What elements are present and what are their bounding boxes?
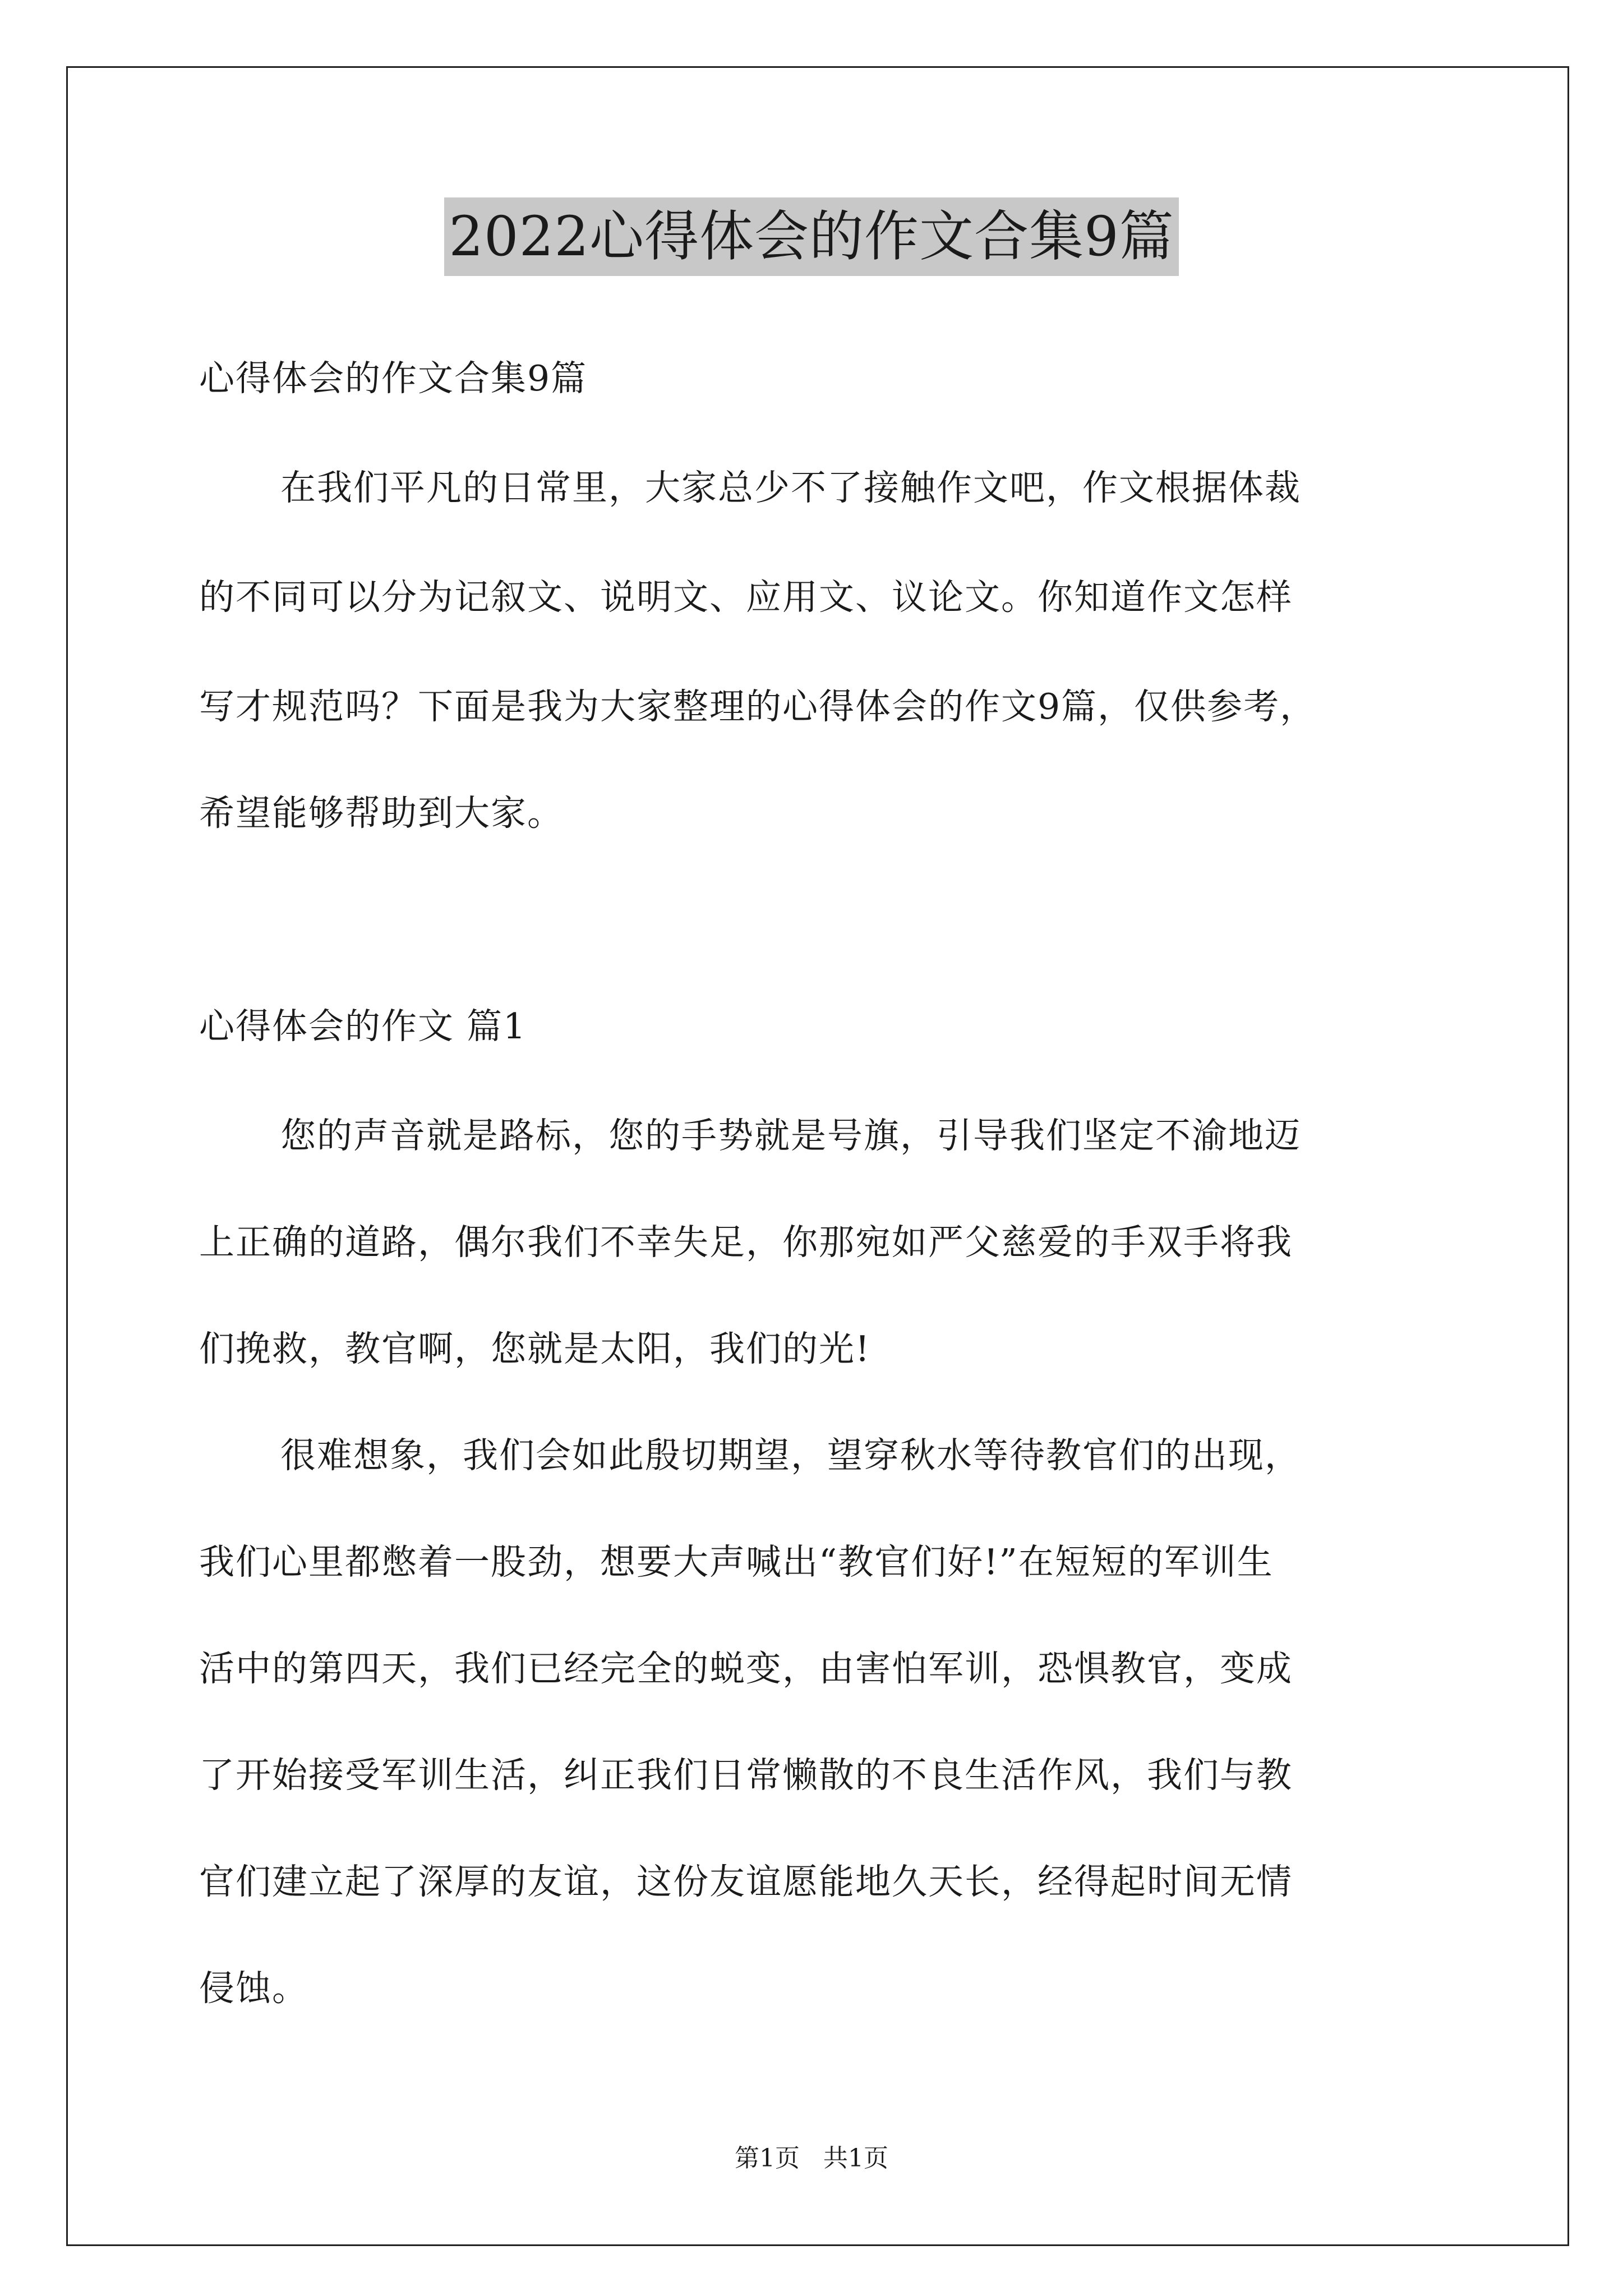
paragraph-line: 活中的第四天，我们已经完全的蜕变，由害怕军训，恐惧教官，变成: [199, 1648, 1293, 1689]
intro-line: 的不同可以分为记叙文、说明文、应用文、议论文。你知道作文怎样: [199, 577, 1293, 618]
title-container: [0, 197, 1623, 276]
intro-line: 写才规范吗？下面是我为大家整理的心得体会的作文9篇，仅供参考，: [199, 686, 1317, 727]
paragraph-line: 们挽救，教官啊，您就是太阳，我们的光!: [199, 1328, 871, 1369]
paragraph-line: 官们建立起了深厚的友谊，这份友谊愿能地久天长，经得起时间无情: [199, 1861, 1293, 1902]
page-footer: 第1页 共1页: [735, 2144, 888, 2173]
paragraph-line: 侵蚀。: [199, 1968, 308, 2009]
document-title: 2022心得体会的作文合集9篇: [444, 197, 1179, 276]
paragraph-line: 上正确的道路，偶尔我们不幸失足，你那宛如严父慈爱的手双手将我: [199, 1222, 1293, 1263]
paragraph-line: 您的声音就是路标，您的手势就是号旗，引导我们坚定不渝地迈: [280, 1115, 1301, 1156]
paragraph-line: 了开始接受军训生活，纠正我们日常懒散的不良生活作风，我们与教: [199, 1755, 1293, 1796]
intro-line: 希望能够帮助到大家。: [199, 793, 564, 834]
intro-line: 在我们平凡的日常里，大家总少不了接触作文吧，作文根据体裁: [280, 467, 1301, 508]
paragraph-line: 很难想象，我们会如此殷切期望，望穿秋水等待教官们的出现，: [280, 1435, 1301, 1476]
paragraph-line: 我们心里都憋着一股劲，想要大声喊出“教官们好!”在短短的军训生: [199, 1542, 1274, 1582]
subtitle: 心得体会的作文合集9篇: [199, 358, 588, 399]
section-heading: 心得体会的作文 篇1: [199, 1006, 527, 1047]
